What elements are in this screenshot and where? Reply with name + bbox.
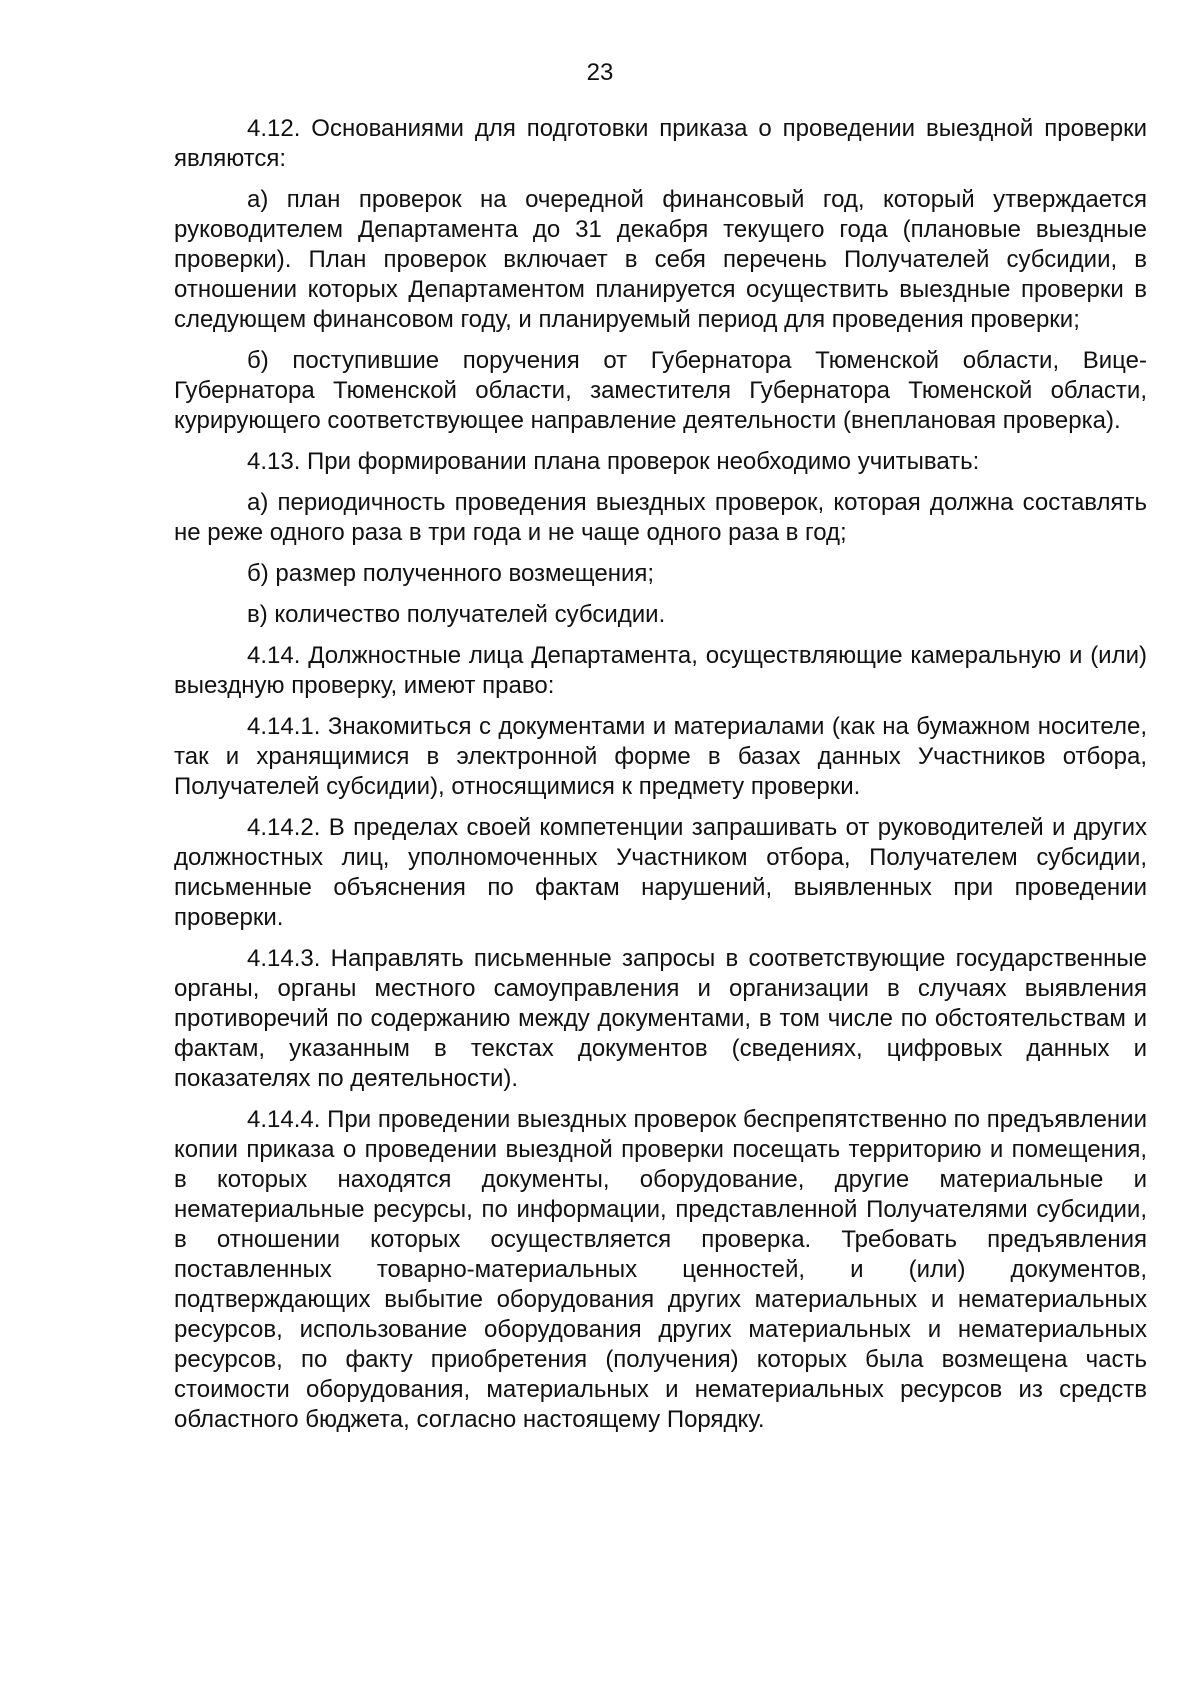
paragraph-4-14-1: 4.14.1. Знакомиться с документами и материалами (как на бумажном носителе, так и хранящимися в электронной форме в базах данных Участников отбора, Получателей субсидии), относящимися к предмету проверки. xyxy=(174,713,1147,800)
paragraph-4-14-2: 4.14.2. В пределах своей компетенции запрашивать от руководителей и других должностных лиц, уполномоченных Участником отбора, Получателем субсидии, письменные объяснения по фактам нарушений, выявленных при проведении проверки. xyxy=(174,814,1147,931)
paragraph-4-12-b: б) поступившие поручения от Губернатора Тюменской области, Вице-Губернатора Тюменской области, заместителя Губернатора Тюменской области, курирующего соответствующее направление деятельности (внеплановая проверка). xyxy=(174,347,1147,434)
paragraph-4-14-4: 4.14.4. При проведении выездных проверок беспрепятственно по предъявлении копии приказа о проведении выездной проверки посещать территорию и помещения, в которых находятся документы, оборудование, другие материальные и нематериальные ресурсы, по информации, представленной Получателями субсидии, в отношении которых осуществляется проверка. Требовать предъявления поставленных товарно-материальных ценностей, и (или) документов, подтверждающих выбытие оборудования других материальных и нематериальных ресурсов, использование оборудования других материальных и нематериальных ресурсов, по факту приобретения (получения) которых была возмещена часть стоимости оборудования, материальных и нематериальных ресурсов из средств областного бюджета, согласно настоящему Порядку. xyxy=(174,1106,1147,1433)
paragraph-4-14-3: 4.14.3. Направлять письменные запросы в соответствующие государственные органы, органы местного самоуправления и организации в случаях выявления противоречий по содержанию между документами, в том числе по обстоятельствам и фактам, указанным в текстах документов (сведениях, цифровых данных и показателях по деятельности). xyxy=(174,945,1147,1092)
page-number: 23 xyxy=(586,59,614,86)
paragraph-4-12-a: а) план проверок на очередной финансовый год, который утверждается руководителем Департамента до 31 декабря текущего года (плановые выездные проверки). План проверок включает в себя перечень Получателей субсидии, в отношении которых Департаментом планируется осуществить выездные проверки в следующем финансовом году, и планируемый период для проведения проверки; xyxy=(174,186,1147,333)
paragraph-4-13-b: б) размер полученного возмещения; xyxy=(247,560,655,587)
page-content xyxy=(174,114,1147,1446)
paragraph-4-13-a: а) периодичность проведения выездных проверок, которая должна составлять не реже одного раза в три года и не чаще одного раза в год; xyxy=(174,489,1147,546)
paragraph-4-14: 4.14. Должностные лица Департамента, осуществляющие камеральную и (или) выездную проверку, имеют право: xyxy=(174,642,1147,699)
paragraph-4-12: 4.12. Основаниями для подготовки приказа о проведении выездной проверки являются: xyxy=(174,115,1147,172)
paragraph-4-13: 4.13. При формировании плана проверок необходимо учитывать: xyxy=(247,448,980,475)
paragraph-4-13-c: в) количество получателей субсидии. xyxy=(247,601,666,628)
